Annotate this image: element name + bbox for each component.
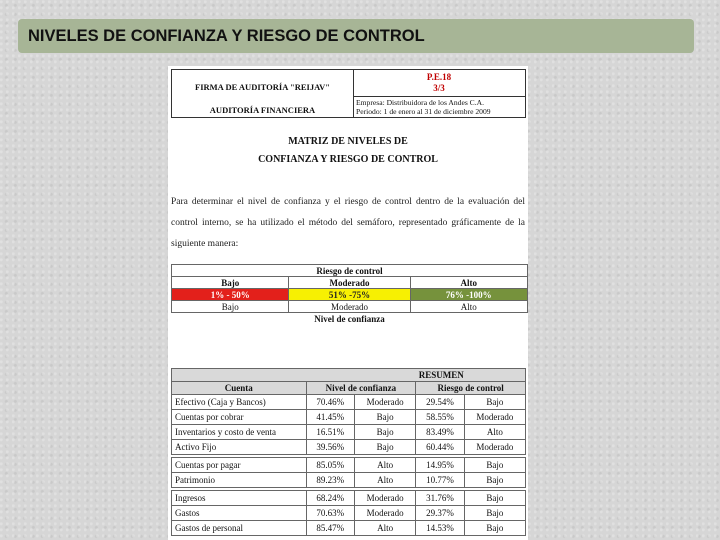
confidence-level-high: Alto [410,301,528,313]
col-header-risk: Riesgo de control [416,382,526,395]
col-header-account: Cuenta [172,382,307,395]
col-header-confidence: Nivel de confianza [306,382,416,395]
confidence-percent: 41.45% [306,410,354,425]
confidence-footer: Nivel de confianza [314,313,385,324]
page-number: 3/3 [433,83,445,93]
risk-percent: 10.77% [416,473,464,488]
risk-level: Alto [464,425,525,440]
confidence-level-low: Bajo [172,301,289,313]
range-low: 1% - 50% [172,289,289,301]
confidence-level: Alto [354,521,415,536]
audit-type: AUDITORÍA FINANCIERA [209,105,316,115]
table-row [172,491,526,506]
table-row [172,473,526,488]
account-name: Cuentas por cobrar [172,410,307,425]
doc-title-line2: CONFIANZA Y RIESGO DE CONTROL [258,154,438,165]
period-line: Periodo: 1 de enero al 31 de diciembre 2009 [356,107,491,116]
header-right-cell [353,70,525,117]
header-left-cell [172,70,354,117]
risk-level: Bajo [464,395,525,410]
risk-percent: 14.95% [416,458,464,473]
risk-header: Riesgo de control [172,265,528,277]
document-image [168,66,528,540]
risk-level: Moderado [464,410,525,425]
account-name: Ingresos [172,491,307,506]
risk-level: Moderado [464,440,525,455]
company-line: Empresa: Distribuidora de los Andes C.A. [356,98,485,107]
confidence-level: Alto [354,458,415,473]
resumen-title: RESUMEN [416,369,526,382]
range-high: 76% -100% [410,289,528,301]
confidence-level: Bajo [354,440,415,455]
account-name: Inventarios y costo de venta [172,425,307,440]
risk-level: Bajo [464,458,525,473]
risk-percent: 14.53% [416,521,464,536]
confidence-percent: 89.23% [306,473,354,488]
risk-percent: 83.49% [416,425,464,440]
account-name: Efectivo (Caja y Bancos) [172,395,307,410]
confidence-percent: 70.46% [306,395,354,410]
risk-level: Bajo [464,473,525,488]
confidence-level-mid: Moderado [289,301,410,313]
table-row [172,395,526,410]
risk-percent: 58.55% [416,410,464,425]
confidence-percent: 39.56% [306,440,354,455]
risk-level-low: Bajo [172,277,289,289]
account-name: Gastos [172,506,307,521]
risk-percent: 29.54% [416,395,464,410]
confidence-level: Moderado [354,491,415,506]
risk-percent: 31.76% [416,491,464,506]
account-name: Patrimonio [172,473,307,488]
confidence-percent: 70.63% [306,506,354,521]
risk-level-mid: Moderado [289,277,410,289]
resumen-table [171,368,526,536]
risk-level-high: Alto [410,277,528,289]
confidence-percent: 16.51% [306,425,354,440]
table-row [172,425,526,440]
confidence-level: Moderado [354,506,415,521]
risk-level: Bajo [464,521,525,536]
slide-title: NIVELES DE CONFIANZA Y RIESGO DE CONTROL [28,26,425,45]
confidence-percent: 68.24% [306,491,354,506]
semaforo-table [171,264,528,324]
table-row [172,440,526,455]
slide-title-bar [18,19,694,53]
resumen-body [172,395,526,536]
risk-percent: 29.37% [416,506,464,521]
document-header [171,69,526,118]
table-row [172,521,526,536]
table-row [172,506,526,521]
document-code: P.E.18 [426,72,452,82]
confidence-percent: 85.05% [306,458,354,473]
account-name: Cuentas por pagar [172,458,307,473]
firm-name: FIRMA DE AUDITORÍA "REIJAV" [195,82,330,92]
table-row [172,458,526,473]
confidence-percent: 85.47% [306,521,354,536]
header-divider [353,96,525,97]
confidence-level: Moderado [354,395,415,410]
range-mid: 51% -75% [289,289,410,301]
confidence-level: Alto [354,473,415,488]
account-name: Activo Fijo [172,440,307,455]
confidence-level: Bajo [354,410,415,425]
risk-percent: 60.44% [416,440,464,455]
risk-level: Bajo [464,491,525,506]
account-name: Gastos de personal [172,521,307,536]
confidence-level: Bajo [354,425,415,440]
risk-level: Bajo [464,506,525,521]
doc-title-line1: MATRIZ DE NIVELES DE [288,136,408,147]
table-row [172,410,526,425]
intro-paragraph: Para determinar el nivel de confianza y el riesgo de control dentro de la evaluación del control interno, se ha utilizado el método del semáforo, representado gráficamente de la siguiente manera: [171,197,525,249]
